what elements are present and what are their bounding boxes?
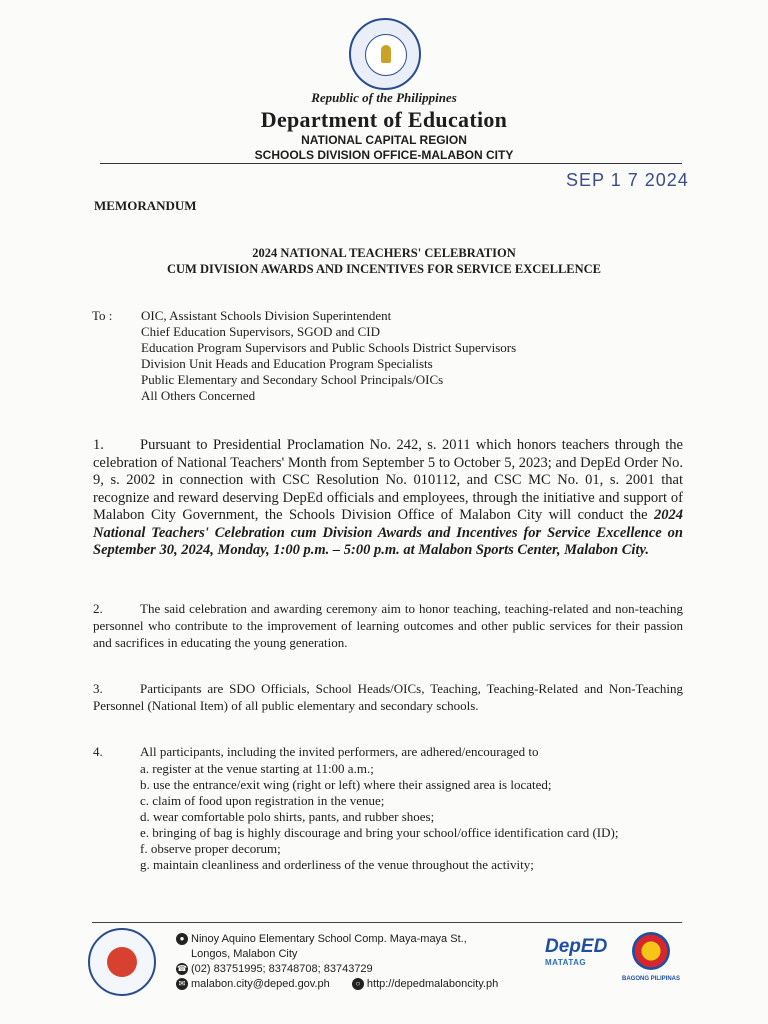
list-item: c. claim of food upon registration in the venue; [140,793,385,808]
office-heading: SCHOOLS DIVISION OFFICE-MALABON CITY [254,148,514,162]
list-item: g. maintain cleanliness and orderliness of the venue throughout the activity; [140,857,534,872]
deped-logo-word: DepED [545,936,608,957]
email-icon: ✉ [176,978,188,990]
to-label: To : [92,308,113,323]
bagong-pilipinas-logo [620,932,682,994]
recipient-list [141,308,516,404]
sun-emblem-icon [632,932,670,970]
paragraph-1-text: Pursuant to Presidential Proclamation No. 242, s. 2011 which honors teachers through the celebration of National Teachers' Month from September 5 to October 5, 2023; and DepEd Order No. 9, s. 2002 in connection with CSC Resolution No. 010112, and CSC MC No. 01, s. 2001 that recognize and reward deserving DepEd officials and employees, through the initiative and support of Malabon City Government, the Schools Division Office of Malabon City will conduct the [93,437,683,523]
globe-icon: ○ [352,978,364,990]
phone-icon: ☎ [177,964,187,974]
paragraph-4-text: All participants, including the invited performers, are adhered/encouraged to [140,744,539,759]
paragraph-2 [93,600,683,651]
paragraph-4 [93,744,683,760]
footer-divider [92,922,682,923]
paragraph-number: 3. [93,681,103,696]
email-web-line [176,977,498,992]
republic-heading: Republic of the Philippines [311,90,457,105]
recipient-item: Division Unit Heads and Education Program Specialists [141,356,433,371]
list-item: e. bringing of bag is highly discourage and bring your school/office identification card (ID); [140,825,619,840]
region-heading: NATIONAL CAPITAL REGION [301,133,467,147]
location-icon: ● [176,933,188,945]
recipient-item: Public Elementary and Secondary School Principals/OICs [141,372,444,387]
paragraph-number: 2. [93,601,103,616]
bagong-pilipinas-label: BAGONG PILIPINAS [621,976,680,982]
department-heading: Department of Education [260,107,508,132]
memo-type: MEMORANDUM [94,198,197,213]
contact-info [176,932,498,992]
address-line-2: Longos, Malabon City [191,948,298,960]
header-divider [100,163,682,164]
event-details-emphasis: 2024 National Teachers' Celebration cum Division Awards and Incentives for Service Excellence on September 30, 2024, Monday, 1:00 p.m. – 5:00 p.m. at Malabon Sports Center, Malabon City. [93,507,683,558]
recipient-item: All Others Concerned [141,388,256,403]
list-item: f. observe proper decorum; [140,841,281,856]
paragraph-2-text: The said celebration and awarding ceremony aim to honor teaching, teaching-related and non-teaching personnel who contribute to the improvement of learning outcomes and other public services for their passion and sacrifices in educating the young generation. [93,601,683,650]
paragraph-number: 1. [93,437,104,453]
sdo-logo-emblem [107,947,137,977]
paragraph-3-text: Participants are SDO Officials, School Heads/OICs, Teaching, Teaching-Related and Non-Teaching Personnel (National Item) of all public elementary and secondary schools. [93,681,683,713]
deped-seal-logo [349,18,421,90]
guidelines-list [140,761,685,873]
list-item: a. register at the venue starting at 11:00 a.m.; [140,761,374,776]
recipient-item: Chief Education Supervisors, SGOD and CID [141,324,381,339]
phone-line: ☎ (02) 83751995; 83748708; 83743729 [177,963,373,975]
recipient-item: OIC, Assistant Schools Division Superintendent [141,308,392,323]
paragraph-1 [93,437,683,560]
paragraph-number: 4. [93,744,103,759]
subject-line-1: 2024 NATIONAL TEACHERS' CELEBRATION [252,246,516,260]
received-date-stamp: SEP 1 7 2024 [566,170,689,190]
lamp-icon [381,45,391,63]
paragraph-3 [93,680,683,714]
address-line-1: ● Ninoy Aquino Elementary School Comp. Maya-maya St., [176,932,498,947]
deped-matatag-logo [545,936,607,992]
matatag-label: MATATAG [545,958,587,967]
email-link[interactable]: malabon.city@deped.gov.ph [191,978,330,990]
recipient-item: Education Program Supervisors and Public Schools District Supervisors [141,340,517,355]
subject-line-2: CUM DIVISION AWARDS AND INCENTIVES FOR SERVICE EXCELLENCE [166,262,602,276]
list-item: b. use the entrance/exit wing (right or left) where their assigned area is located; [140,777,552,792]
seal-inner-emblem [365,34,407,76]
list-item: d. wear comfortable polo shirts, pants, and rubber shoes; [140,809,435,824]
sdo-malabon-logo [88,928,156,996]
website-link[interactable]: http://depedmalaboncity.ph [366,978,499,990]
